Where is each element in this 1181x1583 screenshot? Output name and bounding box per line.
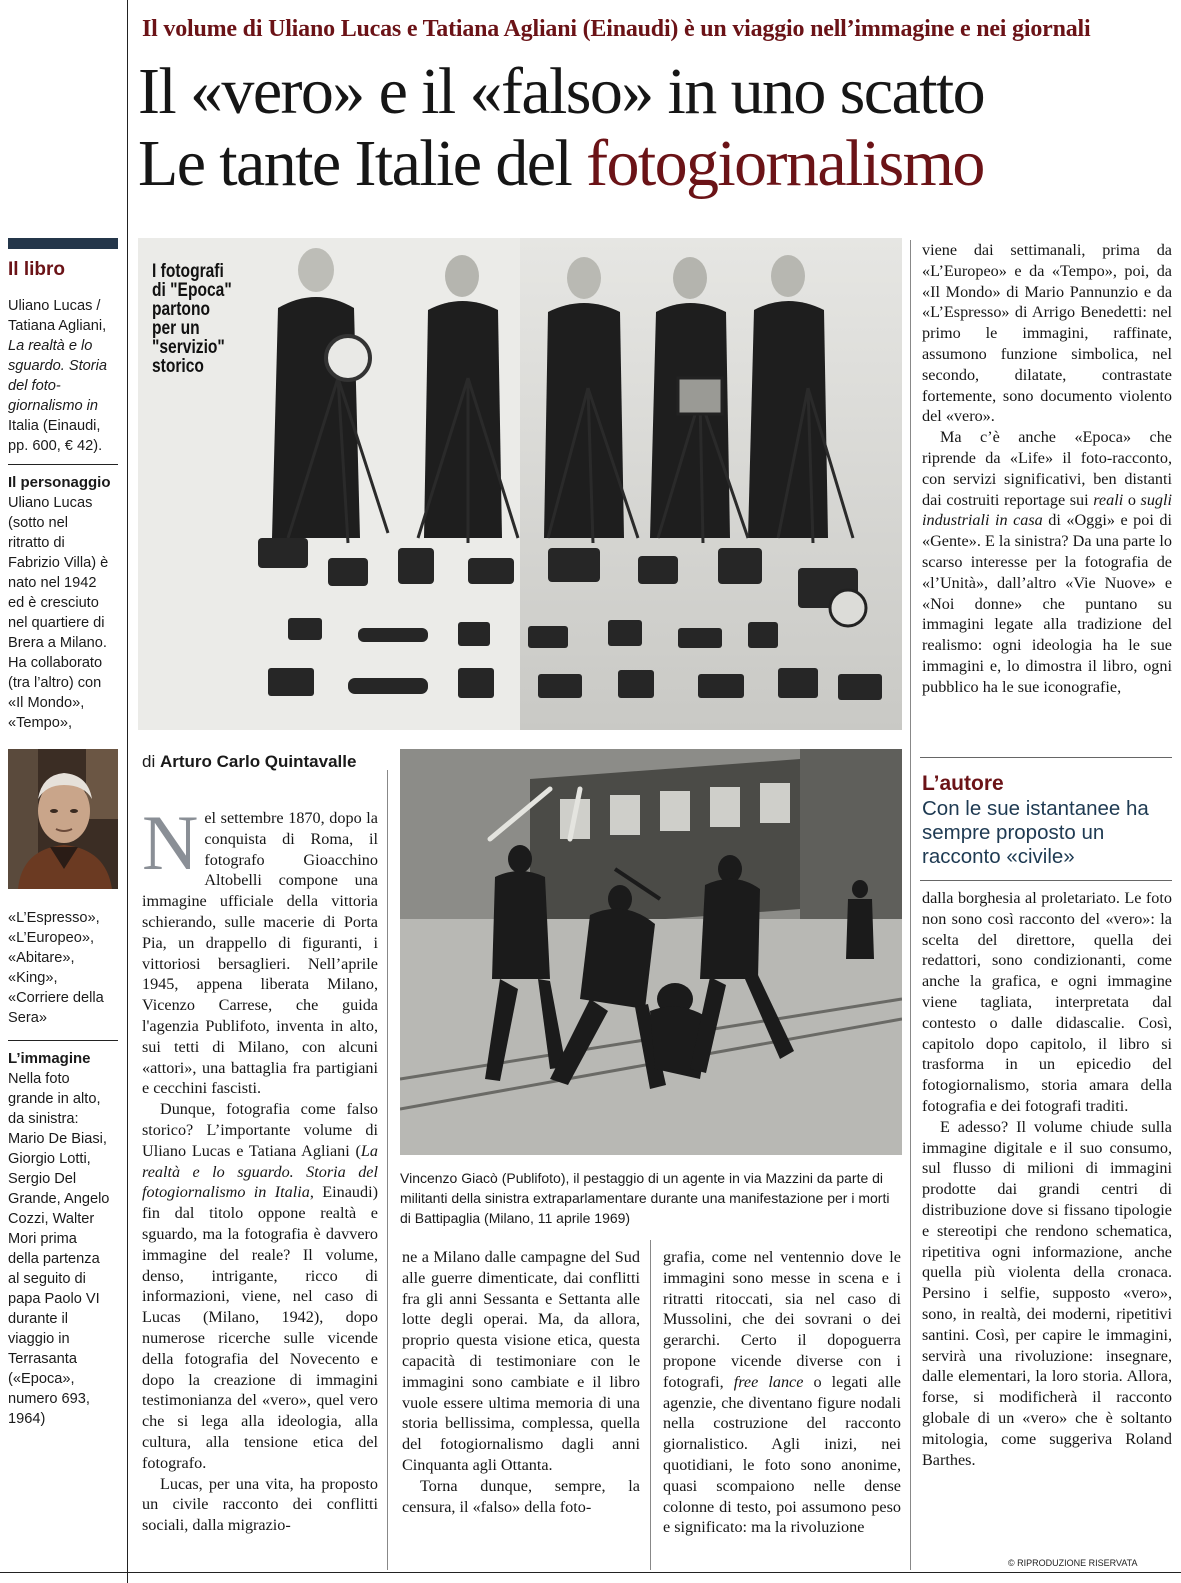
- article-paragraph: Torna dunque, sempre, la censura, il «falso» della foto-: [402, 1476, 640, 1516]
- paragraph-text: , Einaudi) fin dal titolo oppone realtà e sguardo, ma la fotografia è davvero immagine del reale? Il volume, denso, intrigante, ricco di informazioni, viene, nel caso di Lucas (Milano, 1942), dopo numerose ricerche sulle vicende della fotografia del Novecento e dopo la creazione di immagini testimonianza del «vero», quel vero che si lega alla ideologia, alla cultura, alla tensione etica del fotografo.: [142, 1183, 378, 1472]
- sidebar-line: numero 693,: [8, 1391, 90, 1407]
- article-paragraph: [142, 1099, 378, 1473]
- sidebar-line: Giorgio Lotti,: [8, 1151, 91, 1167]
- sidebar-line: «Tempo»,: [8, 715, 73, 731]
- sidebar-line: ed è cresciuto: [8, 595, 99, 611]
- headline-line-2: [138, 128, 1178, 200]
- article-paragraph: E adesso? Il volume chiude sulla immagine digitale e il suo consumo, sul flusso di milioni di immagini prodotte dai grandi centri di distribuzione dove si fissano tipologie e stereotipi che rendono schematica, ripetitiva ogni informazione, anche quella più violenta della cronaca. Persino i selfie, supposto «vero», sono, in realtà, dei moderni, ripetitivi santini. Così, per capire le immagini, servirà una rivoluzione: insegnare, dalle elementari, la loro storia. Allora, forse, si modificherà il racconto globale di un «vero» che è soltanto mitologia, come suggeriva Roland Barthes.: [922, 1117, 1172, 1469]
- sidebar-line: grande in alto,: [8, 1091, 101, 1107]
- bottom-photo: [400, 749, 902, 1155]
- sidebar-line: viaggio in: [8, 1331, 70, 1347]
- sidebar-line: al seguito di: [8, 1271, 86, 1287]
- headline-line-2-a: Le tante Italie del: [138, 127, 587, 200]
- byline-author: Arturo Carlo Quintavalle: [159, 752, 357, 771]
- sidebar-line: La realtà e lo: [8, 338, 93, 354]
- photo-headline-line: di "Epoca": [152, 280, 232, 301]
- sidebar-rule: [8, 464, 118, 465]
- sidebar-subtitle: Il personaggio: [8, 474, 111, 491]
- book-title-italic: La realtà e lo sguardo. Storia del fotogiornalismo in Italia: [142, 1141, 378, 1202]
- sidebar-line: «L’Europeo»,: [8, 930, 95, 946]
- paragraph-text: o: [1123, 490, 1141, 509]
- article-paragraph: viene dai settimanali, prima da «L’Europeo» e da «Tempo», poi, da «Il Mondo» di Mario Pannunzio e da «L’Espresso» di Arrigo Benedetti: nel primo le immagini, raffinate, assumono funzione simbolica, nel secondo, dilatate, contrastate fortemente, sono documento violento del «vero».: [922, 241, 1172, 426]
- bottom-rule: [0, 1572, 1181, 1573]
- sidebar-line: papa Paolo VI: [8, 1291, 100, 1307]
- sidebar-line: «L’Espresso»,: [8, 910, 100, 926]
- article-column-4-bottom: [922, 888, 1172, 1470]
- sidebar-line: ritratto di: [8, 535, 65, 551]
- italic-term: sugli industriali in casa: [922, 490, 1172, 530]
- byline: [142, 752, 356, 772]
- sidebar-line: della partenza: [8, 1251, 100, 1267]
- photo-headline-line: storico: [152, 356, 204, 377]
- sidebar-rule: [8, 1040, 118, 1041]
- sidebar-bar: [8, 238, 118, 249]
- article-column-1: [142, 799, 378, 1536]
- sidebar-line: Uliano Lucas: [8, 495, 93, 511]
- paragraph-text: el settembre 1870, dopo la conquista di Roma, il fotografo Gioacchino Altobelli compone una immagine ufficiale della vittoria schierando, sulle macerie di Porta Pia, un drappello di figuranti, i vittoriosi bersaglieri. Nell’aprile 1945, appena liberata Milano, Vicenzo Carrese, che guida l'agenzia Publifoto, inventa in alto, sui tetti di Milano, con alcuni «attori», una battaglia fra partigiani e cecchini fascisti.: [142, 809, 378, 1098]
- sidebar-line: da sinistra:: [8, 1111, 79, 1127]
- autore-subtitle: Con le sue istantanee ha sempre proposto un racconto «civile»: [922, 797, 1149, 868]
- article-paragraph: ne a Milano dalle campagne del Sud alle guerre dimenticate, dai conflitti fra gli anni Sessanta e Settanta alle lotte degli operai. Ma, da allora, proprio questa visione etica, questa capacità di testimoniare con le immagini sono cambiate e il libro vuole essere ultima memoria di una storia bellissima, complessa, quella del fotogiornalismo dagli anni Cinquanta agli Ottanta.: [402, 1248, 640, 1474]
- italic-term: free lance: [733, 1372, 804, 1391]
- photo-headline-line: I fotografi: [152, 261, 224, 282]
- sidebar-subtitle: L’immagine: [8, 1050, 91, 1067]
- photo-headline-line: "servizio": [152, 337, 225, 358]
- italic-term: reali: [1093, 490, 1124, 509]
- top-photo-image: [138, 238, 902, 730]
- sidebar-line: Mario De Biasi,: [8, 1131, 107, 1147]
- sidebar-line: Ha collaborato: [8, 655, 103, 671]
- headline-line-1: Il «vero» e il «falso» in uno scatto: [138, 55, 985, 128]
- sidebar-line: Terrasanta: [8, 1351, 77, 1367]
- sidebar-line: nato nel 1942: [8, 575, 97, 591]
- paragraph-text: di «Oggi» e poi di «Gente». E la sinistra? Da una parte lo scarso interesse per la fotografia de «l’Unità», dall’altro «Vie Nuove» e «Noi donne» che puntano su immagini legate alla tradizione del realismo: ogni ideologia ha le sue immagini e, lo dimostra il libro, ogni pubblico ha le sue iconografie,: [922, 511, 1172, 696]
- sidebar-line: Italia (Einaudi,: [8, 418, 101, 434]
- sidebar-line: Cozzi, Walter: [8, 1211, 95, 1227]
- article-paragraph: [922, 427, 1172, 697]
- sidebar-line: sguardo. Storia: [8, 358, 107, 374]
- article-column-2: [402, 1247, 640, 1517]
- sidebar-line: giornalismo in: [8, 398, 99, 414]
- paragraph-text: Dunque, fotografia come falso storico? L’importante volume di Uliano Lucas e Tatiana Agliani (: [142, 1100, 378, 1160]
- sidebar-line: Mori prima: [8, 1231, 77, 1247]
- top-photo-headline: [152, 262, 232, 376]
- sidebar-line: Nella foto: [8, 1071, 70, 1087]
- sidebar-line: pp. 600, € 42).: [8, 438, 103, 454]
- sidebar-line: Grande, Angelo: [8, 1191, 110, 1207]
- copyright-notice: © RIPRODUZIONE RISERVATA: [1008, 1558, 1138, 1568]
- kicker: Il volume di Uliano Lucas e Tatiana Agliani (Einaudi) è un viaggio nell’immagine e nei giornali: [142, 16, 1091, 42]
- sidebar-title: Il libro: [8, 259, 65, 280]
- sidebar-line: «Corriere della: [8, 990, 104, 1006]
- sidebar-personaggio-cont: [8, 908, 118, 1028]
- article-paragraph: dalla borghesia al proletariato. Le foto non sono così racconto del «vero»: la scelta del direttore, quella dei redattori, sono condizionanti, come anche la grafica, e ogni immagine viene tagliata, interpretata dal contesto o dalle didascalie. Così, capitolo dopo capitolo, il libro si trasforma in un epicedio del fotogiornalismo, storia amara della fotografia e dei fotografi traditi.: [922, 889, 1172, 1115]
- sidebar-line: Sergio Del: [8, 1171, 77, 1187]
- top-photo: [138, 238, 902, 730]
- photo-headline-line: partono: [152, 299, 210, 320]
- sidebar-line: nel quartiere di: [8, 615, 105, 631]
- portrait-photo: [8, 749, 118, 889]
- sidebar-line: Brera a Milano.: [8, 635, 107, 651]
- article-paragraph: [142, 799, 378, 1099]
- column-divider: [650, 1240, 651, 1570]
- sidebar-line: «Il Mondo»,: [8, 695, 85, 711]
- bottom-photo-image: [400, 749, 902, 1155]
- article-paragraph: Lucas, per una vita, ha proposto un civile racconto dei conflitti sociali, dalla migrazio-: [142, 1474, 378, 1535]
- dropcap: N: [142, 799, 199, 886]
- photo-headline-line: per un: [152, 318, 200, 339]
- sidebar-line: durante il: [8, 1311, 69, 1327]
- sidebar-line: 1964): [8, 1411, 46, 1427]
- article-column-4-top: [922, 240, 1172, 698]
- sidebar-line: «King»,: [8, 970, 58, 986]
- sidebar-line: Tatiana Agliani,: [8, 318, 107, 334]
- bottom-photo-caption: Vincenzo Giacò (Publifoto), il pestaggio di un agente in via Mazzini da parte di militanti della sinistra extraparlamentare durante una manifestazione per i morti di Battipaglia (Milano, 11 aprile 1969): [400, 1170, 890, 1226]
- sidebar-line: Sera»: [8, 1010, 47, 1026]
- autore-rule: [920, 757, 1172, 758]
- article-column-3: [663, 1247, 901, 1538]
- paragraph-text: Ma c’è anche «Epoca» che riprende da «Life» il foto-racconto, con servizi significativi, ben distanti dai costruiti reportage sui: [922, 428, 1172, 509]
- sidebar-line: («Epoca»,: [8, 1371, 75, 1387]
- sidebar-line: «Abitare»,: [8, 950, 75, 966]
- headline-accent: fotogiornalismo: [586, 127, 984, 200]
- sidebar-line: (sotto nel: [8, 515, 69, 531]
- autore-rule: [920, 880, 1172, 881]
- byline-prefix: di: [142, 752, 160, 771]
- article-paragraph: [663, 1247, 901, 1538]
- paragraph-text: grafia, come nel ventennio dove le immagini sono messe in scena e i ritratti ritoccati, sia nel caso di Mussolini, che dei sovrani o dei gerarchi. Certo il dopoguerra propone vicende diverse con i fotografi,: [663, 1248, 901, 1391]
- sidebar-divider: [127, 0, 128, 1583]
- column-divider: [387, 770, 388, 1570]
- sidebar-line: Uliano Lucas /: [8, 298, 101, 314]
- sidebar-line: (tra l’altro) con: [8, 675, 102, 691]
- sidebar-book: [8, 296, 118, 456]
- headline: [138, 56, 1178, 200]
- paragraph-text: o legati alle agenzie, che diventano figure nodali nella costruzione del racconto giornalistico. Agli inizi, nei quotidiani, le foto sono anonime, quasi scompaiono nelle dense colonne di testo, poi assumono peso e significato: ma la rivoluzione: [663, 1372, 901, 1537]
- sidebar-line: Fabrizio Villa) è: [8, 555, 109, 571]
- sidebar-immagine: [8, 1049, 118, 1429]
- portrait-image: [8, 749, 118, 889]
- autore-label: L’autore: [922, 772, 1004, 795]
- sidebar-personaggio: [8, 473, 118, 733]
- sidebar-line: del foto-: [8, 378, 61, 394]
- column-divider: [910, 240, 911, 1570]
